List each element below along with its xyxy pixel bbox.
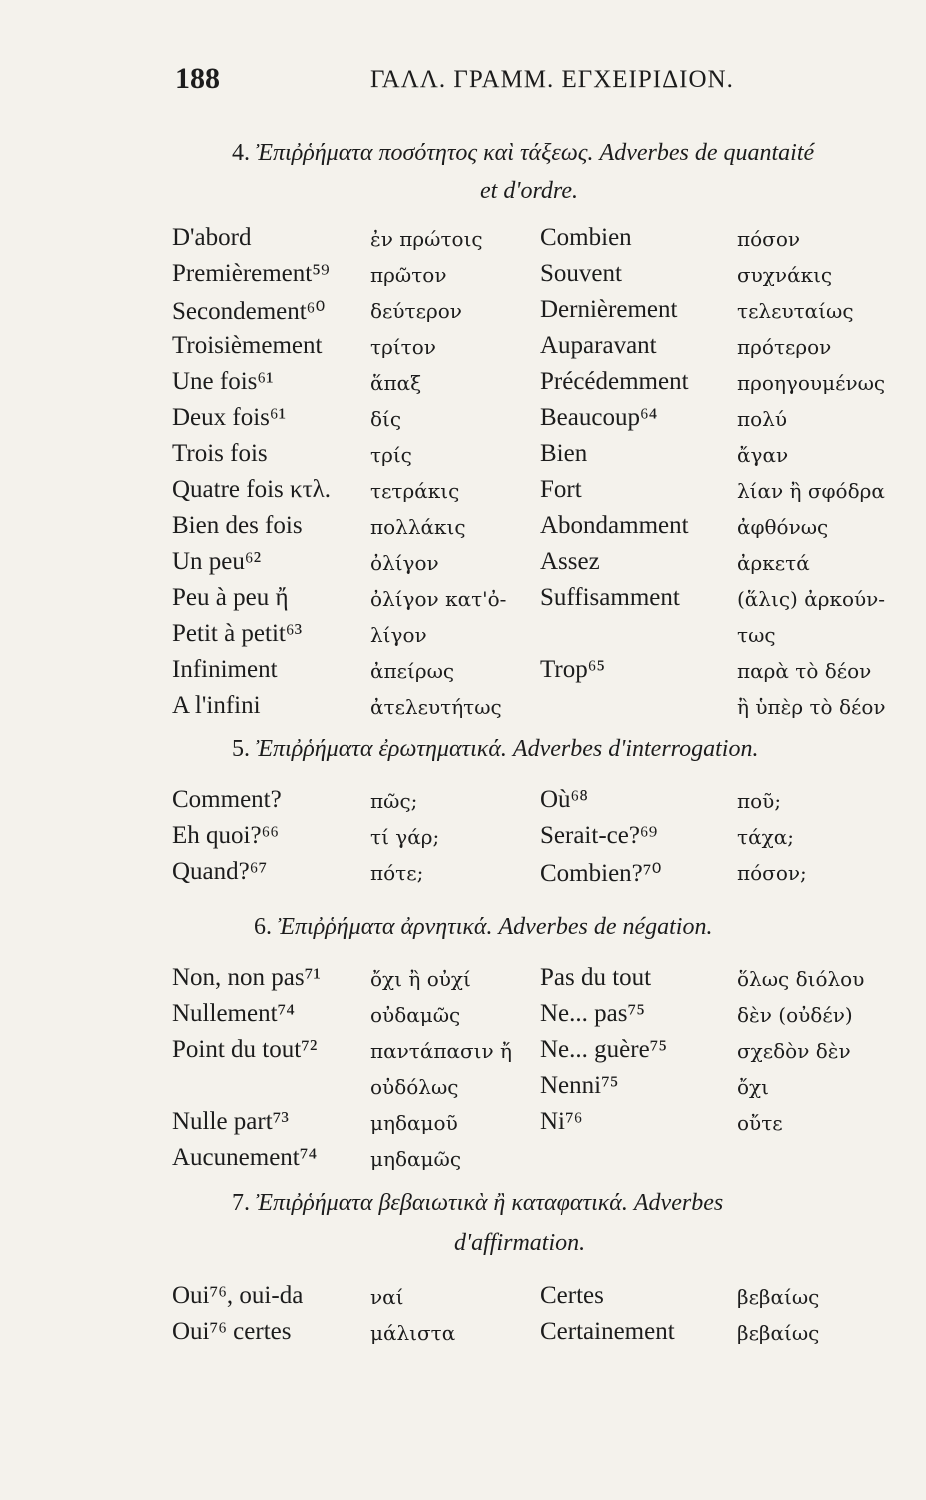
greek-equivalent: ἀπείρως (370, 659, 455, 683)
french-adverb: Nullement⁷⁴ (172, 1000, 295, 1027)
french-adverb: Un peu⁶² (172, 548, 262, 575)
section-title-continuation: et d'ordre. (480, 178, 579, 204)
greek-equivalent: ἐν πρώτοις (370, 227, 483, 251)
greek-equivalent: ἄγαν (737, 443, 789, 467)
french-adverb: Bien (540, 440, 588, 467)
french-adverb: Quatre fois κτλ. (172, 476, 332, 503)
greek-equivalent: δεύτερον (370, 299, 462, 323)
section-number: 7. (232, 1190, 256, 1216)
section-heading (254, 914, 712, 941)
french-adverb: Certainement (540, 1318, 675, 1345)
french-adverb: Petit à petit⁶³ (172, 620, 303, 647)
greek-equivalent: πρότερον (737, 335, 832, 359)
french-adverb: Assez (540, 548, 600, 575)
french-adverb: Pas du tout (540, 964, 652, 991)
greek-equivalent: οὐδόλως (370, 1075, 459, 1099)
greek-equivalent: πόσον; (737, 861, 807, 885)
french-adverb: Deux fois⁶¹ (172, 404, 287, 431)
french-adverb: Ni⁷⁶ (540, 1108, 583, 1135)
greek-equivalent: δίς (370, 407, 402, 431)
french-adverb: Où⁶⁸ (540, 786, 588, 813)
greek-equivalent: τελευταίως (737, 299, 854, 323)
greek-equivalent: ναί (370, 1285, 404, 1309)
greek-equivalent: δὲν (οὐδέν) (737, 1003, 853, 1027)
french-adverb: Ne... pas⁷⁵ (540, 1000, 645, 1027)
french-adverb: Auparavant (540, 332, 657, 359)
french-adverb: Troisièmement (172, 332, 323, 359)
greek-equivalent: μηδαμοῦ (370, 1111, 458, 1135)
greek-equivalent: πολύ (737, 407, 788, 431)
french-adverb: Combien?⁷⁰ (540, 860, 662, 887)
greek-equivalent: τάχα; (737, 825, 794, 849)
greek-equivalent: μάλιστα (370, 1321, 456, 1345)
section-title-text: Ἐπιῤῥήματα ποσότητος καὶ τάξεως. Adverbes de quantaité (256, 140, 815, 166)
french-adverb: Nulle part⁷³ (172, 1108, 289, 1135)
french-adverb: Combien (540, 224, 632, 251)
section-heading (232, 736, 758, 763)
french-adverb: Serait-ce?⁶⁹ (540, 822, 658, 849)
greek-equivalent: οὔτε (737, 1111, 783, 1135)
french-adverb: Dernièrement (540, 296, 678, 323)
greek-equivalent: σχεδὸν δὲν (737, 1039, 851, 1063)
greek-equivalent: τως (737, 623, 776, 647)
greek-equivalent: συχνάκις (737, 263, 833, 287)
section-number: 6. (254, 914, 278, 940)
french-adverb: A l'infini (172, 692, 261, 719)
french-adverb: Oui⁷⁶ certes (172, 1318, 292, 1345)
french-adverb: Souvent (540, 260, 622, 287)
french-adverb: Trois fois (172, 440, 268, 467)
greek-equivalent: λίγον (370, 623, 427, 647)
section-title-text: Ἐπιῤῥήματα βεβαιωτικὰ ἢ καταφατικά. Adverbes (256, 1190, 724, 1216)
greek-equivalent: παντάπασιν ἤ (370, 1039, 513, 1063)
section-heading (232, 1190, 723, 1217)
greek-equivalent: ὅλως διόλου (737, 967, 865, 991)
french-adverb: Beaucoup⁶⁴ (540, 404, 658, 431)
section-title-text: Ἐπιῤῥήματα ἀρνητικά. Adverbes de négation. (278, 914, 713, 940)
section-title-text: Ἐπιῤῥήματα ἐρωτηματικά. Adverbes d'interrogation. (256, 736, 759, 762)
greek-equivalent: προηγουμένως (737, 371, 886, 395)
section-number: 4. (232, 140, 256, 166)
greek-equivalent: πόσον (737, 227, 801, 251)
french-adverb: Quand?⁶⁷ (172, 858, 268, 885)
french-adverb: Fort (540, 476, 582, 503)
french-adverb: Suffisamment (540, 584, 680, 611)
greek-equivalent: τί γάρ; (370, 825, 440, 849)
greek-equivalent: ἀφθόνως (737, 515, 829, 539)
greek-equivalent: ἅπαξ (370, 371, 422, 395)
french-adverb: Point du tout⁷² (172, 1036, 318, 1063)
french-adverb: Oui⁷⁶, oui-da (172, 1282, 304, 1309)
french-adverb: Secondement⁶⁰ (172, 298, 326, 325)
french-adverb: Infiniment (172, 656, 278, 683)
running-title: ΓΑΛΛ. ΓΡΑΜΜ. ΕΓΧΕΙΡΙΔΙΟΝ. (370, 66, 734, 93)
french-adverb: Eh quoi?⁶⁶ (172, 822, 279, 849)
french-adverb: Trop⁶⁵ (540, 656, 606, 683)
greek-equivalent: ὀλίγον κατ'ὀ- (370, 587, 507, 611)
greek-equivalent: πρῶτον (370, 263, 447, 287)
french-adverb: Une fois⁶¹ (172, 368, 274, 395)
greek-equivalent: παρὰ τὸ δέον (737, 659, 872, 683)
greek-equivalent: πότε; (370, 861, 424, 885)
greek-equivalent: λίαν ἢ σφόδρα (737, 479, 885, 503)
page-header (175, 62, 875, 102)
greek-equivalent: (ἅλις) ἀρκούν- (737, 587, 886, 611)
french-adverb: Précédemment (540, 368, 689, 395)
greek-equivalent: πολλάκις (370, 515, 466, 539)
greek-equivalent: ὀλίγον (370, 551, 439, 575)
french-adverb: Aucunement⁷⁴ (172, 1144, 318, 1171)
greek-equivalent: τρίτον (370, 335, 436, 359)
greek-equivalent: ἀτελευτήτως (370, 695, 502, 719)
greek-equivalent: ἀρκετά (737, 551, 810, 575)
french-adverb: Premièrement⁵⁹ (172, 260, 330, 287)
greek-equivalent: βεβαίως (737, 1321, 820, 1345)
greek-equivalent: ποῦ; (737, 789, 782, 813)
greek-equivalent: πῶς; (370, 789, 418, 813)
greek-equivalent: τρίς (370, 443, 412, 467)
section-number: 5. (232, 736, 256, 762)
french-adverb: Nenni⁷⁵ (540, 1072, 619, 1099)
greek-equivalent: τετράκις (370, 479, 460, 503)
french-adverb: Comment? (172, 786, 282, 813)
greek-equivalent: ὄχι ἢ οὐχί (370, 967, 471, 991)
french-adverb: Certes (540, 1282, 604, 1309)
french-adverb: Peu à peu ἤ (172, 584, 289, 611)
greek-equivalent: οὐδαμῶς (370, 1003, 461, 1027)
french-adverb: Abondamment (540, 512, 689, 539)
section-title-continuation: d'affirmation. (454, 1230, 586, 1256)
french-adverb: D'abord (172, 224, 252, 251)
page-number: 188 (175, 62, 220, 95)
section-heading (232, 140, 814, 167)
french-adverb: Non, non pas⁷¹ (172, 964, 321, 991)
greek-equivalent: ἢ ὑπὲρ τὸ δέον (737, 695, 886, 719)
french-adverb: Ne... guère⁷⁵ (540, 1036, 668, 1063)
greek-equivalent: βεβαίως (737, 1285, 820, 1309)
french-adverb: Bien des fois (172, 512, 303, 539)
greek-equivalent: μηδαμῶς (370, 1147, 462, 1171)
greek-equivalent: ὄχι (737, 1075, 770, 1099)
